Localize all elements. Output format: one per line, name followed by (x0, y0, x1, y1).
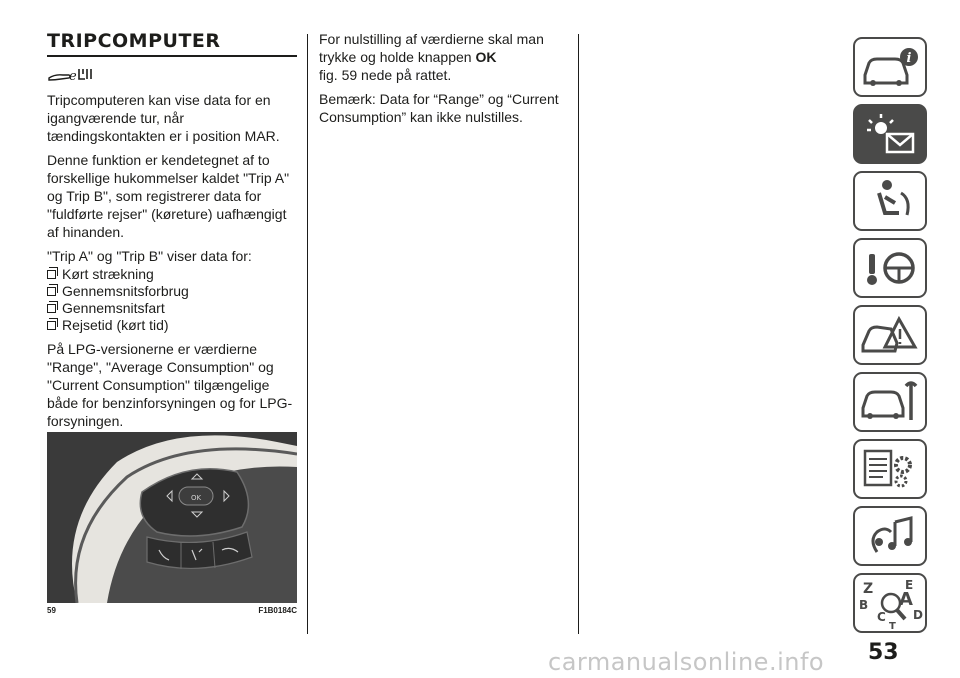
svg-text:A: A (899, 589, 913, 610)
ok-button-label: OK (190, 494, 202, 502)
checkbox-bullet-icon (47, 321, 56, 330)
tab-safety[interactable] (853, 171, 927, 231)
svg-text:T: T (889, 621, 896, 631)
multimedia-icon (855, 508, 925, 564)
car-crash-warning-icon (855, 307, 925, 363)
svg-text:Z: Z (863, 581, 874, 597)
checkbox-bullet-icon (47, 304, 56, 313)
column-divider (578, 34, 579, 634)
tab-car-info[interactable] (853, 37, 927, 97)
list-item: Rejsetid (kørt tid) (47, 317, 299, 334)
svg-text:B: B (859, 598, 869, 612)
memories-paragraph: Denne funktion er kendetegnet af to forskellige hukommelser kaldet "Trip A" og Trip B", som registrerer data for "fuldførte rejser" (køreture) uafhængigt af hinanden. (47, 152, 290, 240)
specs-gear-icon (855, 441, 925, 497)
index-magnifier-icon (855, 575, 925, 631)
chapter-tabs (853, 37, 927, 640)
svg-text:i: i (906, 51, 912, 66)
note-paragraph: Bemærk: Data for “Range” og “Current Consumption” kan ikke nulstilles. (319, 91, 559, 125)
svg-text:E: E (905, 578, 914, 592)
list-item: Gennemsnitsforbrug (47, 283, 299, 300)
checkbox-bullet-icon (47, 270, 56, 279)
heading-rule (47, 55, 297, 57)
list-item: Kørt strækning (47, 266, 299, 283)
svg-text:D: D (913, 608, 923, 622)
intro-paragraph: Tripcomputeren kan vise data for en igangværende tur, når tændingskontakten er i position MAR. (47, 92, 280, 144)
steering-wheel-figure (47, 432, 297, 603)
seat-airbag-icon (855, 173, 925, 229)
column-divider (307, 34, 308, 634)
figure-number: 59 (47, 606, 56, 615)
car-info-icon (855, 39, 925, 95)
left-column (47, 30, 299, 436)
list-item: Gennemsnitsfart (47, 300, 299, 317)
figure-code: F1B0184C (258, 606, 297, 615)
tab-warning-lights[interactable] (853, 104, 927, 164)
hand-pointing-icon (47, 65, 299, 85)
tab-index[interactable] (853, 573, 927, 633)
lpg-paragraph: På LPG-versionerne er værdierne "Range", "Average Consumption" og "Current Consumption" tilgængelige både for benzinforsyningen og for LPG-forsyningen. (47, 341, 293, 429)
tab-technical-data[interactable] (853, 439, 927, 499)
right-column (319, 30, 569, 132)
checkbox-bullet-icon (47, 287, 56, 296)
key-steering-wheel-icon (855, 240, 925, 296)
ok-button-text: OK (475, 49, 497, 65)
svg-text:e: e (69, 69, 77, 84)
trip-data-list (47, 266, 299, 334)
tab-starting-driving[interactable] (853, 238, 927, 298)
car-wrench-icon (855, 374, 925, 430)
section-heading: TRIPCOMPUTER (47, 30, 221, 52)
warning-light-envelope-icon (855, 106, 925, 162)
watermark: carmanualsonline.info (548, 648, 825, 676)
svg-text:C: C (877, 610, 886, 624)
trip-data-intro: "Trip A" og "Trip B" viser data for: (47, 248, 252, 264)
tab-maintenance[interactable] (853, 372, 927, 432)
tab-emergency[interactable] (853, 305, 927, 365)
figure-caption (47, 606, 297, 615)
tab-multimedia[interactable] (853, 506, 927, 566)
page-number: 53 (868, 640, 899, 665)
reset-paragraph: For nulstilling af værdierne skal man trykke og holde knappen OK fig. 59 nede på rattet. (319, 31, 544, 83)
